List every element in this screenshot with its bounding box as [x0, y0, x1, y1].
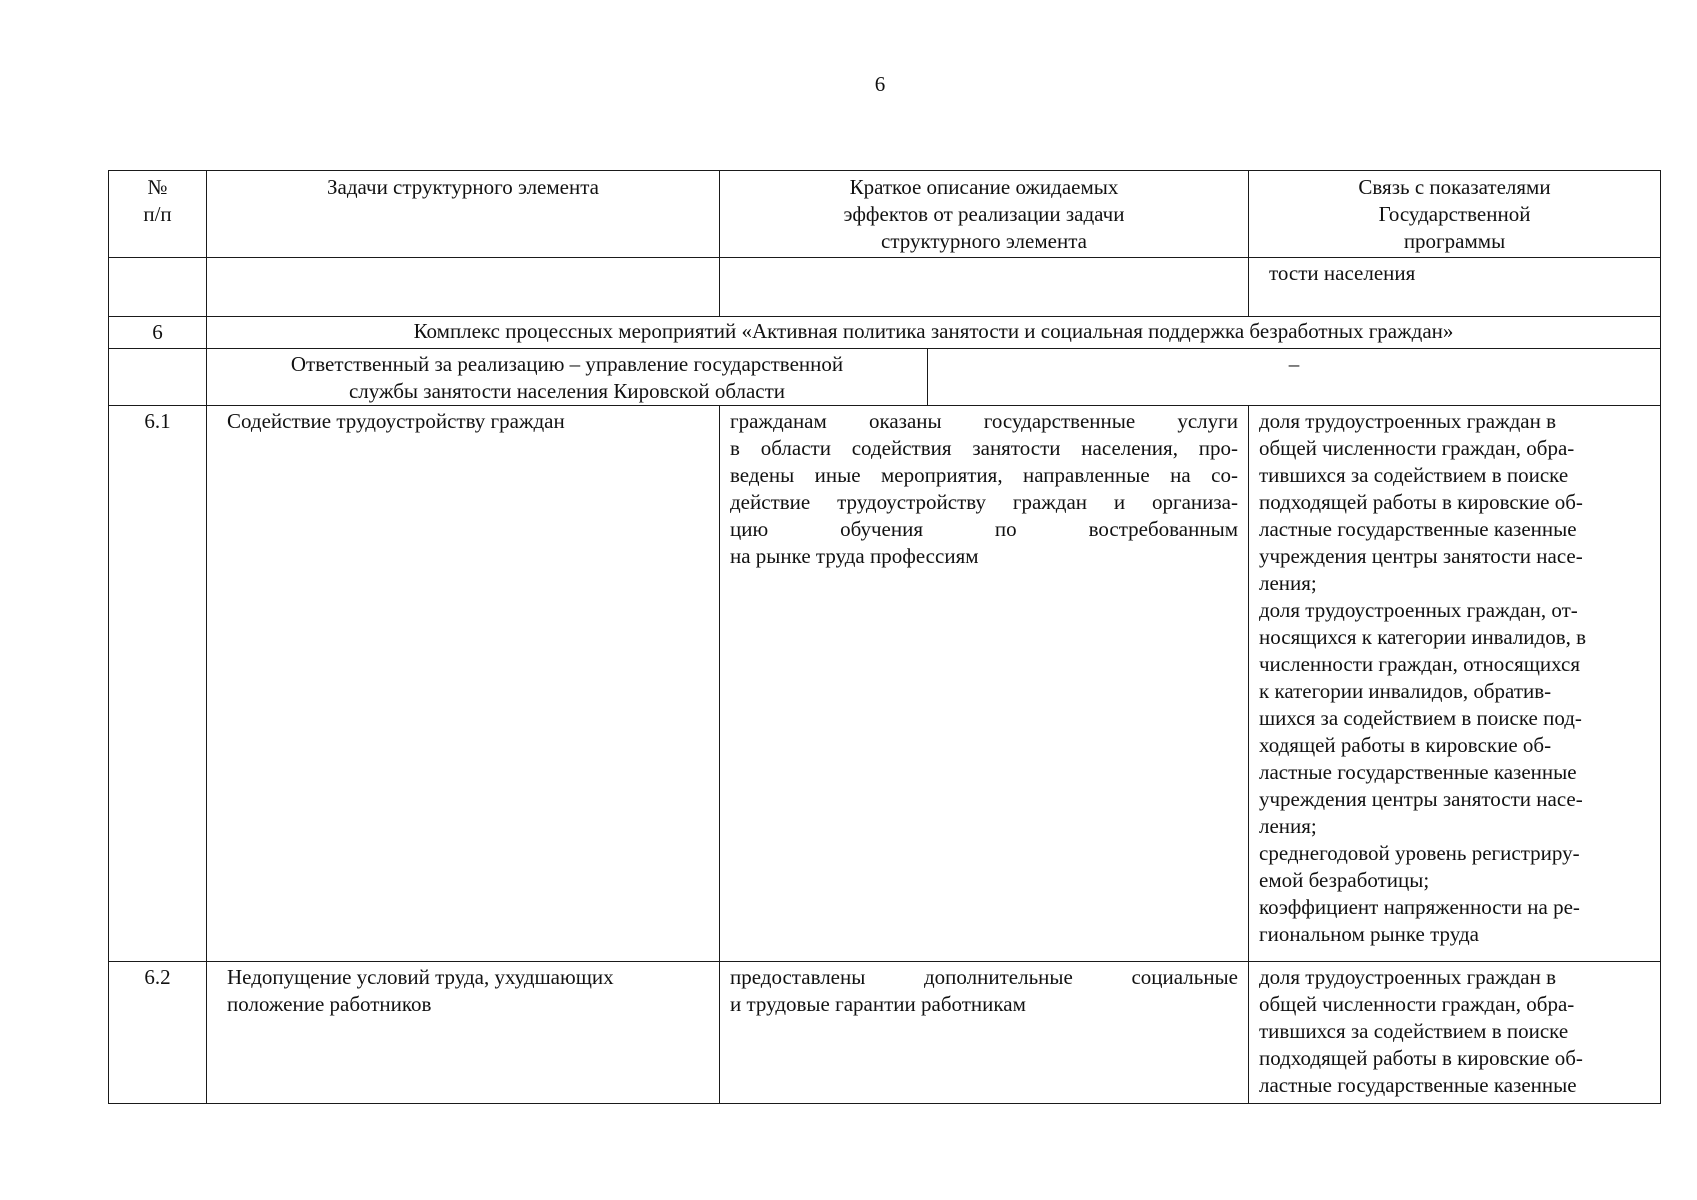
- indicator-line: учреждения центры занятости насе-: [1259, 787, 1583, 811]
- page-number: 6: [874, 72, 886, 96]
- indicator-line: емой безработицы;: [1259, 868, 1430, 892]
- indicator-line: гиональном рынке труда: [1259, 922, 1479, 946]
- header-indicators-line: Государственной: [1378, 202, 1531, 226]
- header-num-line: №: [147, 175, 168, 199]
- indicator-line: подходящей работы в кировские об-: [1259, 1046, 1583, 1070]
- header-effects-line: Краткое описание ожидаемых: [849, 175, 1119, 199]
- effect-line: предоставлены дополнительные социальные: [730, 965, 1238, 989]
- indicator-line: ластные государственные казенные: [1259, 760, 1577, 784]
- header-indicators-line: Связь с показателями: [1358, 175, 1551, 199]
- row-num: 6.1: [109, 406, 207, 962]
- effect-line: действие трудоустройству граждан и организа-: [730, 490, 1238, 514]
- continuation-num: [109, 258, 207, 317]
- indicator-line: общей численности граждан, обра-: [1259, 992, 1575, 1016]
- indicator-line: ления;: [1259, 814, 1317, 838]
- table-row: [109, 406, 1661, 962]
- indicator-line: ластные государственные казенные: [1259, 517, 1577, 541]
- indicator-line: общей численности граждан, обра-: [1259, 436, 1575, 460]
- indicator-line: численности граждан, относящихся: [1259, 652, 1581, 676]
- row-num: 6.2: [109, 962, 207, 1104]
- indicator-line: коэффициент напряженности на ре-: [1259, 895, 1580, 919]
- row-task: Содействие трудоустройству граждан: [207, 406, 720, 962]
- indicator-line: ходящей работы в кировские об-: [1259, 733, 1552, 757]
- responsible-row: [109, 349, 1661, 406]
- responsible-line: Ответственный за реализацию – управление государственной: [290, 352, 844, 376]
- indicator-line: доля трудоустроенных граждан в: [1259, 965, 1557, 989]
- responsible-cell: [207, 349, 1661, 406]
- header-num-line: п/п: [143, 202, 172, 226]
- effect-line: цию обучения по востребованным: [730, 517, 1238, 541]
- indicator-line: к категории инвалидов, обратив-: [1259, 679, 1552, 703]
- row-effect: [720, 406, 1249, 962]
- indicator-line: тившихся за содействием в поиске: [1259, 463, 1569, 487]
- header-tasks: Задачи структурного элемента: [207, 171, 720, 258]
- section-row: [109, 317, 1661, 349]
- indicator-line: носящихся к категории инвалидов, в: [1259, 625, 1587, 649]
- effect-line: ведены иные мероприятия, направленные на со-: [730, 463, 1238, 487]
- task-line: Недопущение условий труда, ухудшающих: [227, 965, 614, 989]
- effect-line: и трудовые гарантии работникам: [730, 992, 1026, 1016]
- effect-line: в области содействия занятости населения, про-: [730, 436, 1238, 460]
- continuation-task: [207, 258, 720, 317]
- header-indicators-line: программы: [1403, 229, 1506, 253]
- indicator-line: доля трудоустроенных граждан, от-: [1259, 598, 1578, 622]
- header-effects: [720, 171, 1249, 258]
- responsible-text: [207, 349, 928, 405]
- responsible-right-dash: –: [1288, 352, 1300, 376]
- header-effects-line: структурного элемента: [881, 229, 1087, 253]
- indicator-line: тившихся за содействием в поиске: [1259, 1019, 1569, 1043]
- row-indicators: [1249, 406, 1661, 962]
- row-effect: [720, 962, 1249, 1104]
- section-num: 6: [109, 317, 207, 349]
- responsible-line: службы занятости населения Кировской области: [348, 379, 786, 403]
- header-indicators: [1249, 171, 1661, 258]
- indicator-line: шихся за содействием в поиске под-: [1259, 706, 1582, 730]
- continuation-row: [109, 258, 1661, 317]
- effect-line: гражданам оказаны государственные услуги: [730, 409, 1238, 433]
- row-indicators: [1249, 962, 1661, 1104]
- table-row: [109, 962, 1661, 1104]
- effect-line: на рынке труда профессиям: [730, 544, 979, 568]
- header-effects-line: эффектов от реализации задачи: [843, 202, 1125, 226]
- row-task: [207, 962, 720, 1104]
- header-row: [109, 171, 1661, 258]
- header-num: [109, 171, 207, 258]
- indicator-line: среднегодовой уровень регистриру-: [1259, 841, 1580, 865]
- continuation-indicators: тости населения: [1249, 258, 1661, 317]
- section-title: Комплекс процессных мероприятий «Активная политика занятости и социальная поддержка безработных граждан»: [207, 317, 1661, 349]
- task-line: положение работников: [227, 992, 432, 1016]
- indicator-line: учреждения центры занятости насе-: [1259, 544, 1583, 568]
- responsible-num: [109, 349, 207, 406]
- indicator-line: доля трудоустроенных граждан в: [1259, 409, 1557, 433]
- indicator-line: ластные государственные казенные: [1259, 1073, 1577, 1097]
- program-table: [108, 170, 1661, 1104]
- indicator-line: подходящей работы в кировские об-: [1259, 490, 1583, 514]
- continuation-effect: [720, 258, 1249, 317]
- indicator-line: ления;: [1259, 571, 1317, 595]
